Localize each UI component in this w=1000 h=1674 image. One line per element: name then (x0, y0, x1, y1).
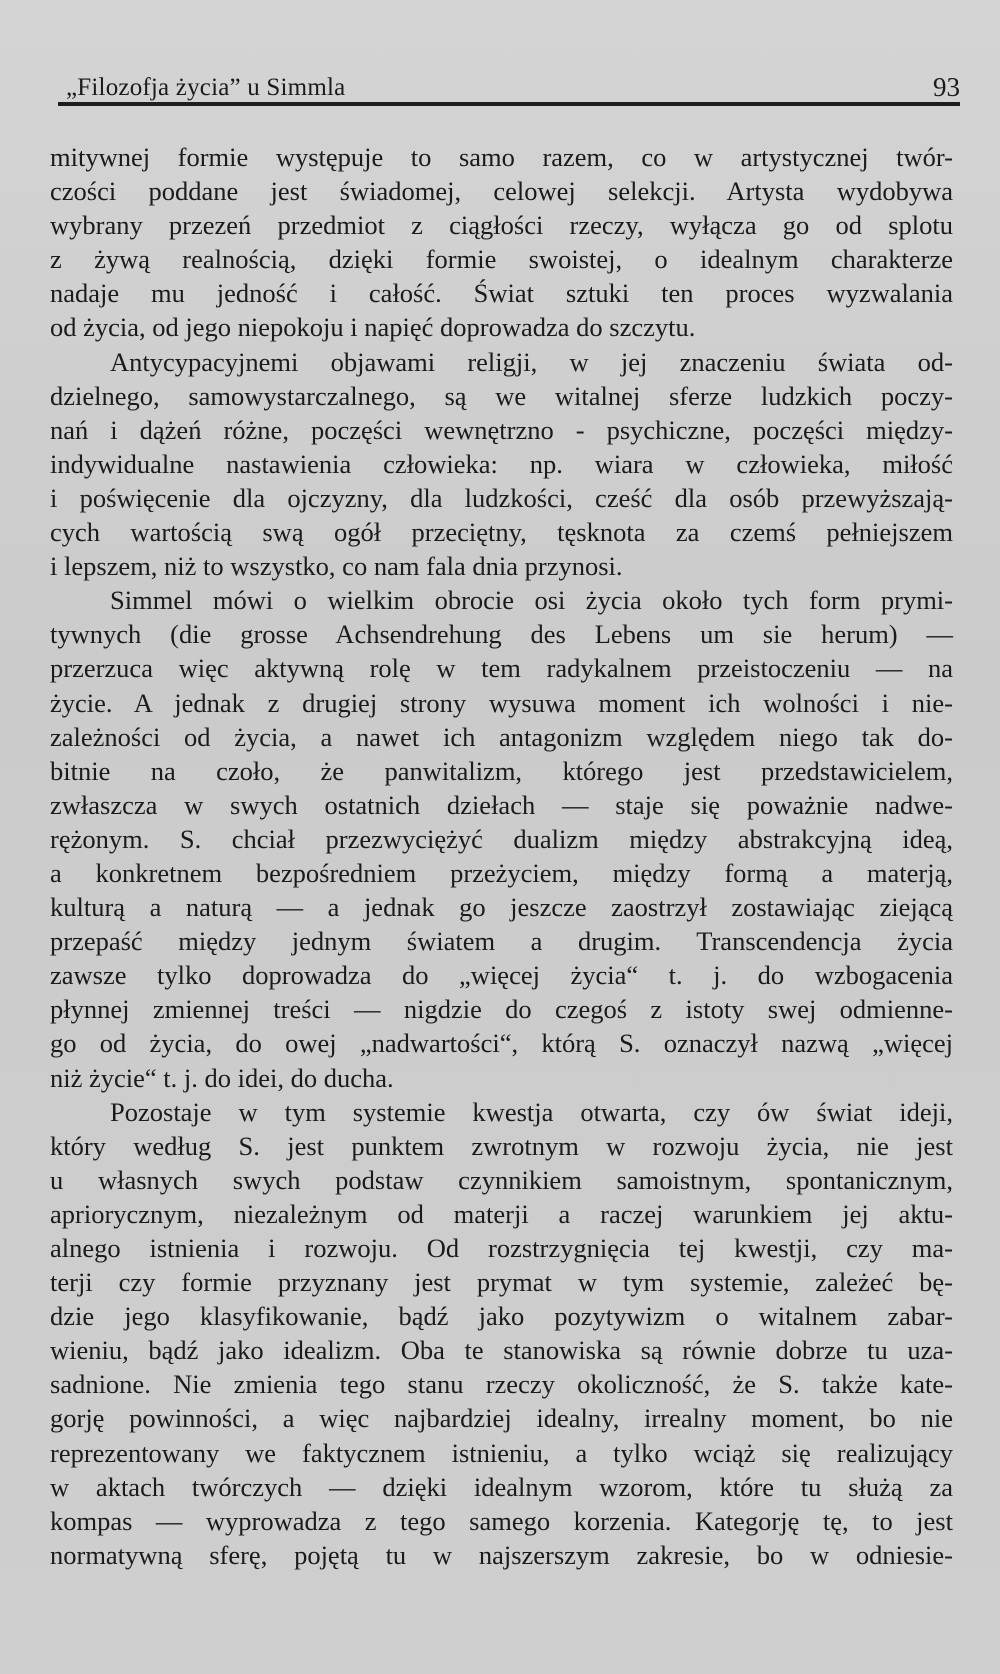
text-line: kompas — wyprowadza z tego samego korzenia. Kategorję tę, to jest (50, 1505, 953, 1536)
text-line: w aktach twórczych — dzięki idealnym wzorom, które tu służą za (50, 1471, 953, 1502)
text-line: rężonym. S. chciał przezwyciężyć dualizm między abstrakcyjną ideą, (50, 823, 953, 854)
paragraph-first-line: Antycypacyjnemi objawami religji, w jej znaczeniu świata od- (110, 346, 953, 377)
text-line: niż życie“ t. j. do idei, do ducha. (50, 1062, 394, 1093)
running-title: „Filozofja życia” u Simmla (66, 74, 346, 101)
text-line: apriorycznym, niezależnym od materji a raczej warunkiem jej aktu- (50, 1198, 953, 1229)
text-line: cych wartością swą ogół przeciętny, tęsknota za czemś pełniejszem (50, 517, 953, 548)
text-line: mitywnej formie występuje to samo razem, co w artystycznej twór- (50, 142, 953, 172)
text-line: i lepszem, niż to wszystko, co nam fala dnia przynosi. (50, 551, 623, 582)
text-line: płynnej zmiennej treści — nigdzie do czegoś z istoty swej odmienne- (50, 994, 953, 1025)
text-line: i poświęcenie dla ojczyzny, dla ludzkości, cześć dla osób przewyższają- (50, 482, 953, 513)
page-number: 93 (933, 72, 960, 102)
text-line: zawsze tylko doprowadza do „więcej życia“ t. j. do wzbogacenia (50, 960, 953, 991)
text-line: go od życia, do owej „nadwartości“, którą S. oznaczył nazwą „więcej (50, 1028, 953, 1059)
page-body-text (50, 140, 953, 1572)
text-line: u własnych swych podstaw czynnikiem samoistnym, spontanicznym, (50, 1164, 953, 1195)
header-rule (58, 102, 960, 106)
text-line: zależności od życia, a nawet ich antagonizm względem niego tak do- (50, 721, 953, 752)
page-header (58, 68, 960, 104)
text-line: wieniu, bądź jako idealizm. Oba te stanowiska są równie dobrze tu uza- (50, 1335, 953, 1366)
text-line: indywidualne nastawienia człowieka: np. wiara w człowieka, miłość (50, 448, 953, 479)
text-line: tywnych (die grosse Achsendrehung des Lebens um sie herum) — (50, 619, 953, 650)
text-line: życie. A jednak z drugiej strony wysuwa moment ich wolności i nie- (50, 687, 953, 718)
text-line: dzie jego klasyfikowanie, bądź jako pozytywizm o witalnem zabar- (50, 1301, 953, 1332)
text-line: który według S. jest punktem zwrotnym w rozwoju życia, nie jest (50, 1130, 953, 1161)
text-line: nań i dążeń różne, poczęści wewnętrzno - psychiczne, poczęści między- (50, 414, 953, 445)
text-line: terji czy formie przyznany jest prymat w tym systemie, zależeć bę- (50, 1267, 953, 1298)
text-line: gorję powinności, a więc najbardziej idealny, irrealny moment, bo nie (50, 1403, 953, 1434)
text-line: a konkretnem bezpośredniem przeżyciem, między formą a materją, (50, 857, 953, 888)
text-line: kulturą a naturą — a jednak go jeszcze zaostrzył zostawiając ziejącą (50, 892, 953, 923)
text-line: reprezentowany we faktycznem istnieniu, a tylko wciąż się realizujący (50, 1437, 953, 1468)
text-line: wybrany przezeń przedmiot z ciągłości rzeczy, wyłącza go od splotu (50, 210, 953, 241)
text-line: dzielnego, samowystarczalnego, są we witalnej sferze ludzkich poczy- (50, 380, 953, 411)
text-line: alnego istnienia i rozwoju. Od rozstrzygnięcia tej kwestji, czy ma- (50, 1233, 953, 1263)
text-line: od życia, od jego niepokoju i napięć doprowadza do szczytu. (50, 312, 696, 343)
text-line: z żywą realnością, dzięki formie swoistej, o idealnym charakterze (50, 244, 953, 275)
text-line: sadnione. Nie zmienia tego stanu rzeczy okoliczność, że S. także kate- (50, 1369, 953, 1400)
text-line: normatywną sferę, pojętą tu w najszerszym zakresie, bo w odniesie- (50, 1539, 953, 1570)
paragraph-first-line: Pozostaje w tym systemie kwestja otwarta, czy ów świat ideji, (110, 1096, 953, 1127)
text-line: przepaść między jednym światem a drugim. Transcendencja życia (50, 926, 953, 957)
text-line: czości poddane jest świadomej, celowej selekcji. Artysta wydobywa (50, 176, 953, 207)
text-line: nadaje mu jedność i całość. Świat sztuki ten proces wyzwalania (50, 278, 953, 309)
text-line: przerzuca więc aktywną rolę w tem radykalnem przeistoczeniu — na (50, 653, 953, 684)
text-line: zwłaszcza w swych ostatnich dziełach — staje się poważnie nadwe- (50, 789, 953, 820)
text-line: bitnie na czoło, że panwitalizm, którego jest przedstawicielem, (50, 755, 953, 786)
paragraph-first-line: Simmel mówi o wielkim obrocie osi życia około tych form prymi- (110, 585, 953, 616)
